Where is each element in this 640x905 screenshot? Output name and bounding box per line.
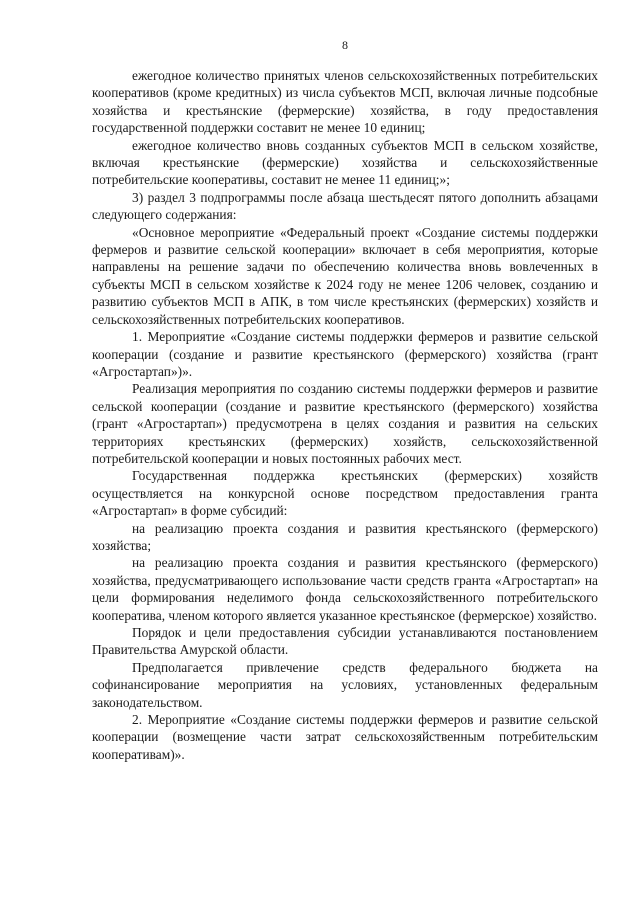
- paragraph-federal-funding: Предполагается привлечение средств федерального бюджета на софинансирование мероприятия на условиях, установленных федеральным законодательством.: [92, 659, 598, 710]
- paragraph-members-count: ежегодное количество принятых членов сельскохозяйственных потребительских кооперативов (кроме кредитных) из числа субъектов МСП, включая личные подсобные хозяйства и крестьянские (фермерские) хозяйства, в году предоставления государственной поддержки составит не менее 10 единиц;: [92, 68, 598, 136]
- paragraph-event-1-implementation: Реализация мероприятия по созданию системы поддержки фермеров и развитие сельской кооперации (создание и развитие крестьянского (фермерского) хозяйства (грант «Агростартап») предусмотрена в целях создания и развития на сельских территориях крестьянских (фермерских) хозяйств, сельскохозяйственной потребительской кооперации и новых постоянных рабочих мест.: [92, 381, 598, 466]
- page-number: 8: [342, 38, 348, 52]
- paragraph-new-subjects-count: ежегодное количество вновь созданных субъектов МСП в сельском хозяйстве, включая крестьянские (фермерские) хозяйства и сельскохозяйственные потребительские кооперативы, составит не менее 11 единиц;»;: [92, 137, 598, 188]
- document-body: [92, 67, 598, 763]
- paragraph-subsidy-item-1: на реализацию проекта создания и развития крестьянского (фермерского) хозяйства;: [92, 520, 598, 553]
- paragraph-procedure: Порядок и цели предоставления субсидии устанавливаются постановлением Правительства Амурской области.: [92, 625, 598, 658]
- paragraph-subsidy-item-2: на реализацию проекта создания и развития крестьянского (фермерского) хозяйства, предусматривающего использование части средств гранта «Агростартап» на цели формирования неделимого фонда сельскохозяйственного потребительского кооператива, членом которого является указанное крестьянское (фермерское) хозяйство.: [92, 555, 598, 623]
- paragraph-state-support: Государственная поддержка крестьянских (фермерских) хозяйств осуществляется на конкурсной основе посредством предоставления гранта «Агростартап» в форме субсидий:: [92, 468, 598, 519]
- paragraph-main-event: «Основное мероприятие «Федеральный проект «Создание системы поддержки фермеров и развитие сельской кооперации» включает в себя мероприятия, которые направлены на решение задачи по обеспечению количества вновь вовлеченных в субъекты МСП в сельском хозяйстве к 2024 году не менее 1206 человек, созданию и развитию субъектов МСП в АПК, в том числе крестьянских (фермерских) хозяйств и сельскохозяйственных потребительских кооперативов.: [92, 224, 598, 327]
- paragraph-event-1-title: 1. Мероприятие «Создание системы поддержки фермеров и развитие сельской кооперации (создание и развитие крестьянского (фермерского) хозяйства (грант «Агростартап»)».: [92, 329, 598, 379]
- paragraph-event-2-title: 2. Мероприятие «Создание системы поддержки фермеров и развитие сельской кооперации (возмещение части затрат сельскохозяйственным потребительским кооперативам)».: [92, 712, 598, 762]
- paragraph-section-3-amendment: 3) раздел 3 подпрограммы после абзаца шестьдесят пятого дополнить абзацами следующего содержания:: [92, 189, 598, 223]
